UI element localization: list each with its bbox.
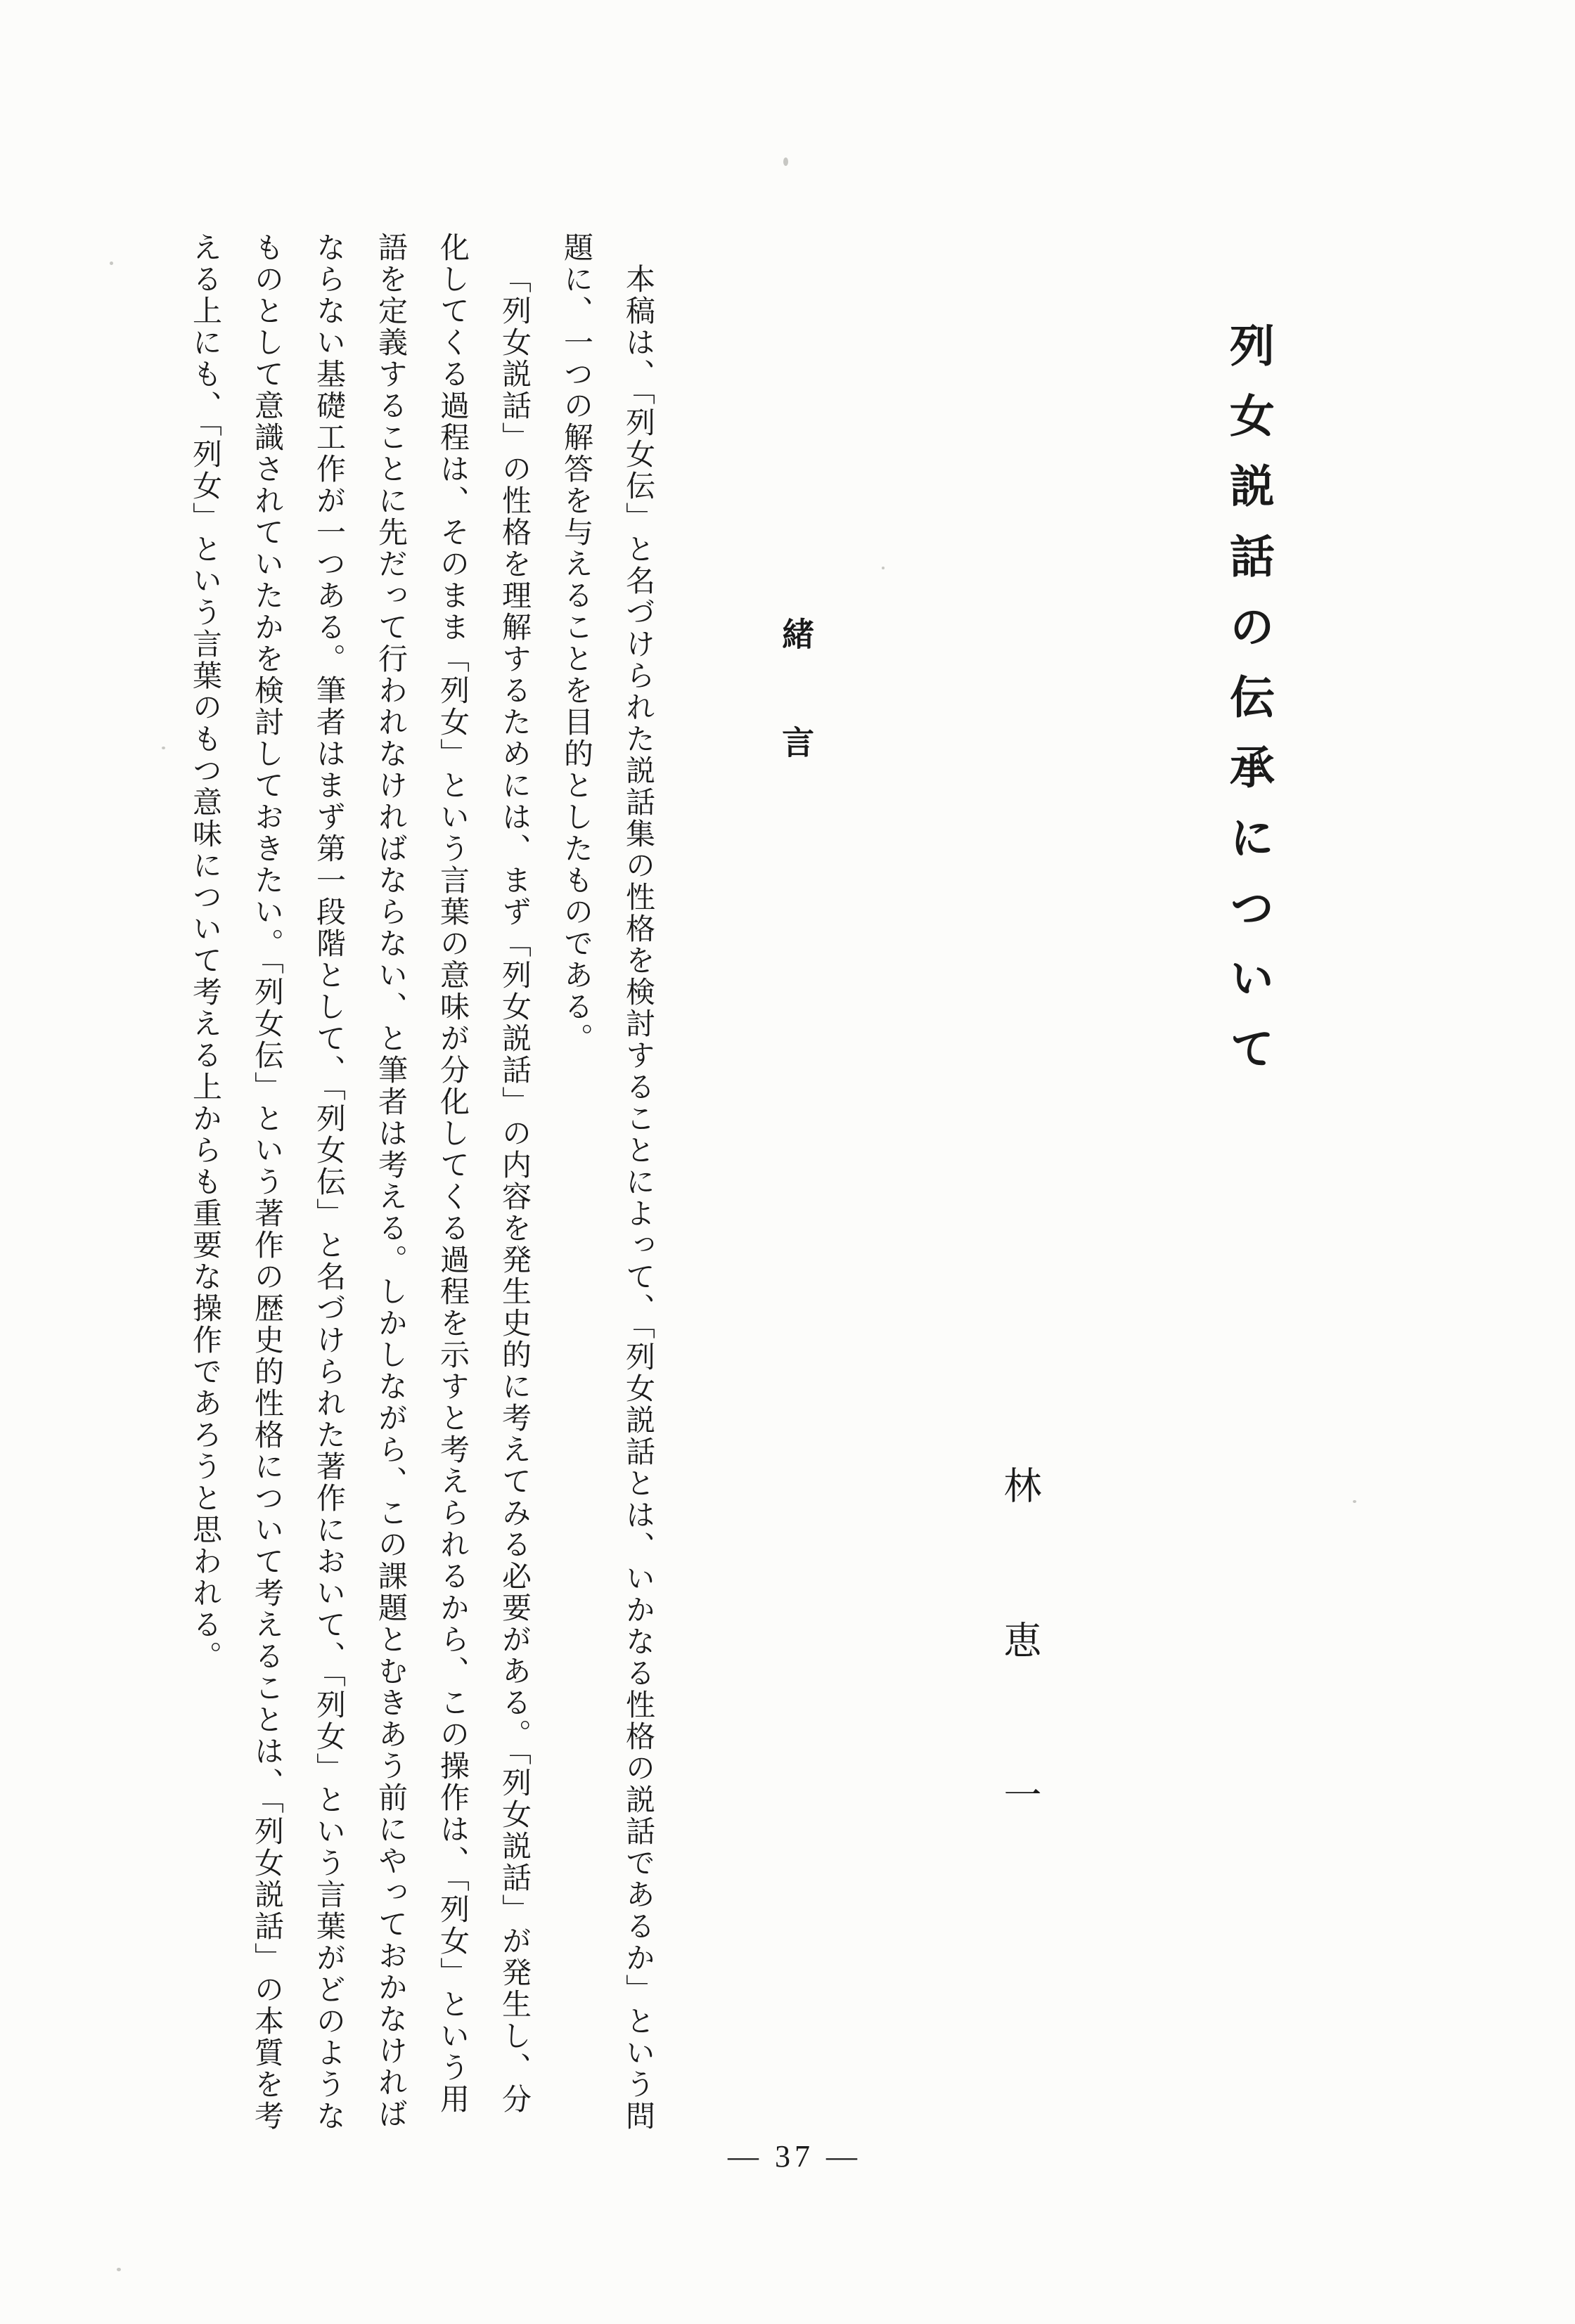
text-column: 化してくる過程は、そのまま「列女」という言葉の意味が分化してくる過程を示すと考えられるから、この操作は、「列女」という用 [436, 232, 468, 2115]
text-column: ものとして意識されていたかを検討しておきたい。「列女伝」という著作の歴史的性格について考えることは、「列女説話」の本質を考 [250, 232, 283, 2132]
scan-speck [110, 262, 113, 265]
page-number: — 37 — [728, 2139, 861, 2174]
scan-speck [1353, 1500, 1356, 1503]
scan-speck [783, 157, 788, 166]
text-column: 語を定義することに先だって行われなければならない、と筆者は考える。しかしながら、この課題とむきあう前にやっておかなければ [374, 232, 406, 2130]
text-column: 本稿は、「列女伝」と名づけられた説話集の性格を検討することによって、「列女説話とは、いかなる性格の説話であるか」という問 [622, 264, 654, 2132]
section-heading: 緒言 [778, 617, 814, 834]
document-title: 列女説話の伝承について [1223, 322, 1273, 1095]
text-column: える上にも、「列女」という言葉のもつ意味について考える上からも重要な操作であろうと思われる。 [188, 232, 221, 1672]
scan-speck [882, 567, 885, 569]
text-column: 「列女説話」の性格を理解するためには、まず「列女説話」の内容を発生史的に考えてみる必要がある。「列女説話」が発生し、分 [498, 264, 530, 2115]
text-column: ならない基礎工作が一つある。筆者はまず第一段階として、「列女伝」と名づけられた著作において、「列女」という言葉がどのような [312, 232, 345, 2132]
text-column: 題に、一つの解答を与えることを目的としたものである。 [560, 232, 592, 1054]
author-name: 林 恵 一 [998, 1466, 1041, 1852]
body-text [174, 232, 669, 2132]
scan-speck [162, 747, 165, 749]
scan-speck [117, 2268, 121, 2271]
